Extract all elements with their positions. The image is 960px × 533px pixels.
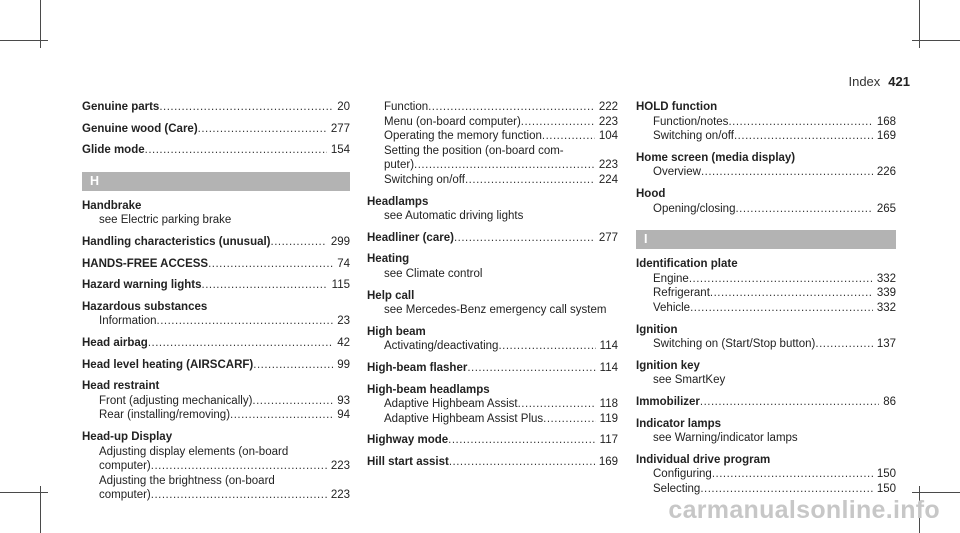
index-row [367,397,618,412]
see-reference: see Automatic driving lights [384,210,524,223]
crop-mark [0,492,48,493]
entry-label: Handling characteristics (unusual) [82,235,271,248]
index-entry [82,278,350,293]
index-row [82,358,350,373]
index-row [367,115,618,130]
leader-dots [542,129,595,144]
page-ref: 277 [330,122,350,135]
crop-mark [0,40,48,41]
subentry-text: Adjusting the brightness (on-board [99,474,275,487]
index-row [636,337,896,352]
subentry-text: Adaptive Highbeam Assist Plus [384,412,544,425]
page-number: 421 [888,74,910,89]
see-reference: see Climate control [384,267,483,280]
leader-dots [271,235,327,250]
entry-label: Headlamps [367,195,429,208]
leader-dots [465,173,595,188]
entry-group [636,100,896,216]
index-row [367,231,618,246]
subentry-text: Selecting [653,482,701,495]
subentry-text: Menu (on-board computer) [384,115,521,128]
index-entry [367,455,618,470]
index-row [82,394,350,409]
page-ref: 222 [598,101,618,113]
index-row [367,412,618,427]
page-ref: 99 [337,358,350,371]
entry-label: Genuine parts [82,101,160,113]
leader-dots [202,278,328,293]
entry-group [82,100,350,158]
leader-dots [700,482,873,497]
index-entry [367,231,618,246]
subentry-text: Switching on/off [384,173,465,186]
entry-label: Hood [636,187,666,200]
index-entry [82,199,350,228]
see-reference: see Electric parking brake [99,214,232,227]
index-entry [636,417,896,446]
leader-dots [734,129,873,144]
index-entry [82,430,350,503]
subentry-text: Switching on/off [653,130,734,143]
subentry-text: computer) [99,460,151,473]
page-ref: 223 [598,159,618,172]
leader-dots [159,100,333,115]
leader-dots [414,158,595,173]
index-entry [636,151,896,180]
subentry-text: Operating the memory function [384,130,542,143]
index-row [82,314,350,329]
index-row [367,158,618,173]
subentry-text: Information [99,315,157,328]
watermark: carmanualsonline.info [668,496,940,524]
index-entry [82,257,350,272]
crop-mark [912,492,960,493]
subentry-text: Refrigerant [653,287,710,300]
index-row [367,455,618,470]
entry-label: Glide mode [82,144,145,157]
entry-label: High-beam headlamps [367,383,490,396]
index-row [82,235,350,250]
page-ref: 20 [337,101,350,113]
page-ref: 223 [330,460,350,473]
entry-label: Ignition [636,323,678,336]
leader-dots [521,115,595,130]
index-entry [367,252,618,281]
index-entry [636,100,896,144]
leader-dots [230,408,333,423]
subentry-text: Function [384,101,429,113]
index-entry [82,235,350,250]
index-entry [82,143,350,158]
index-column-2 [367,100,618,476]
page-ref: 224 [598,173,618,186]
page-ref: 23 [337,315,350,328]
entry-label: Individual drive program [636,453,771,466]
see-reference: see Warning/indicator lamps [653,432,798,445]
leader-dots [815,337,872,352]
index-row [636,202,896,217]
index-row [82,488,350,503]
entry-label: Head-up Display [82,430,173,443]
page-ref: 114 [599,361,618,374]
index-row [636,482,896,497]
index-row [367,173,618,188]
subentry-text: Setting the position (on-board com- [384,144,564,157]
entry-label: Genuine wood (Care) [82,122,198,135]
page-ref: 104 [598,130,618,143]
page-ref: 150 [876,468,896,481]
entry-label: Ignition key [636,359,700,372]
leader-dots [543,412,595,427]
index-row [636,301,896,316]
index-row [82,459,350,474]
leader-dots [448,433,596,448]
page-ref: 169 [876,130,896,143]
page-ref: 332 [876,272,896,285]
index-entry [82,300,350,329]
page-ref: 265 [876,202,896,215]
index-entry [367,383,618,427]
index-row [82,408,350,423]
leader-dots [253,358,333,373]
page-ref: 169 [598,455,618,468]
subentry-text: Overview [653,166,701,179]
leader-dots [157,314,334,329]
page-ref: 150 [876,482,896,495]
leader-dots [148,336,333,351]
entry-label: Head airbag [82,336,148,349]
page-ref: 226 [876,166,896,179]
index-row [367,433,618,448]
see-reference: see Mercedes-Benz emergency call system [384,304,607,317]
page-ref: 94 [337,409,350,422]
index-entry [82,379,350,423]
leader-dots [454,231,595,246]
index-entry [367,325,618,354]
index-row [636,467,896,482]
page-ref: 299 [330,235,350,248]
entry-label: Indicator lamps [636,417,721,430]
index-entry [367,433,618,448]
index-entry [82,336,350,351]
index-row [636,272,896,287]
crop-mark [40,486,41,533]
entry-label: High beam [367,325,426,338]
entry-label: Home screen (media display) [636,151,796,164]
continued-entry [367,100,618,188]
subentry-text: Opening/closing [653,202,736,215]
entry-label: Highway mode [367,434,449,447]
leader-dots [712,467,873,482]
index-entry [367,361,618,376]
index-row [367,339,618,354]
subentry-list [367,100,618,188]
page-ref: 118 [599,398,618,411]
leader-dots [467,361,595,376]
index-row [636,286,896,301]
index-row [82,278,350,293]
entry-group [367,195,618,470]
leader-dots [151,459,327,474]
leader-dots [428,100,595,115]
section-title: Index [848,74,881,89]
page-ref: 277 [598,231,618,244]
page-ref: 119 [599,412,618,425]
page-ref: 117 [599,434,618,447]
leader-dots [710,286,873,301]
leader-dots [735,202,872,217]
subentry-text: Adjusting display elements (on-board [99,445,289,458]
index-row [82,143,350,158]
index-entry [636,453,896,497]
index-entry [636,395,896,410]
index-row [82,100,350,115]
page-ref: 223 [330,489,350,502]
page-ref: 137 [876,338,896,351]
entry-label: Help call [367,289,415,302]
index-entry [636,257,896,315]
index-entry [82,122,350,137]
subentry-text: Switching on (Start/Stop button) [653,338,816,351]
leader-dots [151,488,327,503]
entry-label: Hill start assist [367,455,449,468]
leader-dots [690,301,873,316]
entry-label: HANDS-FREE ACCESS [82,257,209,270]
index-row [636,129,896,144]
index-column-3 [636,100,896,503]
index-entry [636,323,896,352]
index-row [367,129,618,144]
leader-dots [208,257,333,272]
subentry-text: Activating/deactivating [384,340,499,353]
entry-group [82,199,350,503]
page-ref: 42 [337,336,350,349]
subentry-text: computer) [99,489,151,502]
leader-dots [198,122,327,137]
index-entry [636,187,896,216]
index-row [82,336,350,351]
leader-dots [449,455,595,470]
page-ref: 93 [337,394,350,407]
entry-label: Head level heating (AIRSCARF) [82,358,254,371]
leader-dots [145,143,327,158]
index-row [82,257,350,272]
leader-dots [252,394,333,409]
index-entry [367,289,618,318]
entry-label: Heating [367,253,410,266]
page-ref: 86 [883,395,896,408]
index-entry [367,195,618,224]
index-row [367,361,618,376]
leader-dots [518,397,596,412]
index-column-1 [82,100,350,510]
letter-heading: I [636,230,896,249]
page-ref: 223 [598,115,618,128]
subentry-text: Engine [653,272,689,285]
leader-dots [701,165,873,180]
index-entry [82,358,350,373]
page-ref: 168 [876,115,896,128]
entry-label: Identification plate [636,258,738,271]
see-reference: see SmartKey [653,374,726,387]
subentry-text: Rear (installing/removing) [99,409,231,422]
page-ref: 115 [331,279,350,292]
subentry-text: Configuring [653,468,712,481]
index-row [367,100,618,115]
letter-heading: H [82,172,350,191]
entry-label: Hazard warning lights [82,279,202,292]
page-ref: 74 [337,257,350,270]
subentry-text: Vehicle [653,301,691,314]
entry-label: HOLD function [636,101,718,113]
page-header [848,74,910,89]
subentry-text: Adaptive Highbeam Assist [384,398,518,411]
page-ref: 114 [599,340,618,353]
crop-mark [912,40,960,41]
entry-group [636,257,896,496]
index-row [636,165,896,180]
index-row [636,395,896,410]
leader-dots [689,272,873,287]
index-row [636,115,896,130]
index-entry [636,359,896,388]
entry-label: Headliner (care) [367,231,454,244]
leader-dots [700,395,879,410]
subentry-text: Function/notes [653,115,729,128]
entry-label: Handbrake [82,199,142,212]
entry-label: Immobilizer [636,395,700,408]
leader-dots [498,339,595,354]
entry-label: Hazardous substances [82,300,208,313]
subentry-text: puter) [384,159,415,172]
entry-label: High-beam flasher [367,361,468,374]
subentry-text: Front (adjusting mechanically) [99,394,253,407]
entry-label: Head restraint [82,380,160,393]
index-entry [82,100,350,115]
index-row [82,122,350,137]
leader-dots [728,115,872,130]
page-ref: 154 [330,144,350,157]
page-ref: 339 [876,287,896,300]
page-ref: 332 [876,301,896,314]
